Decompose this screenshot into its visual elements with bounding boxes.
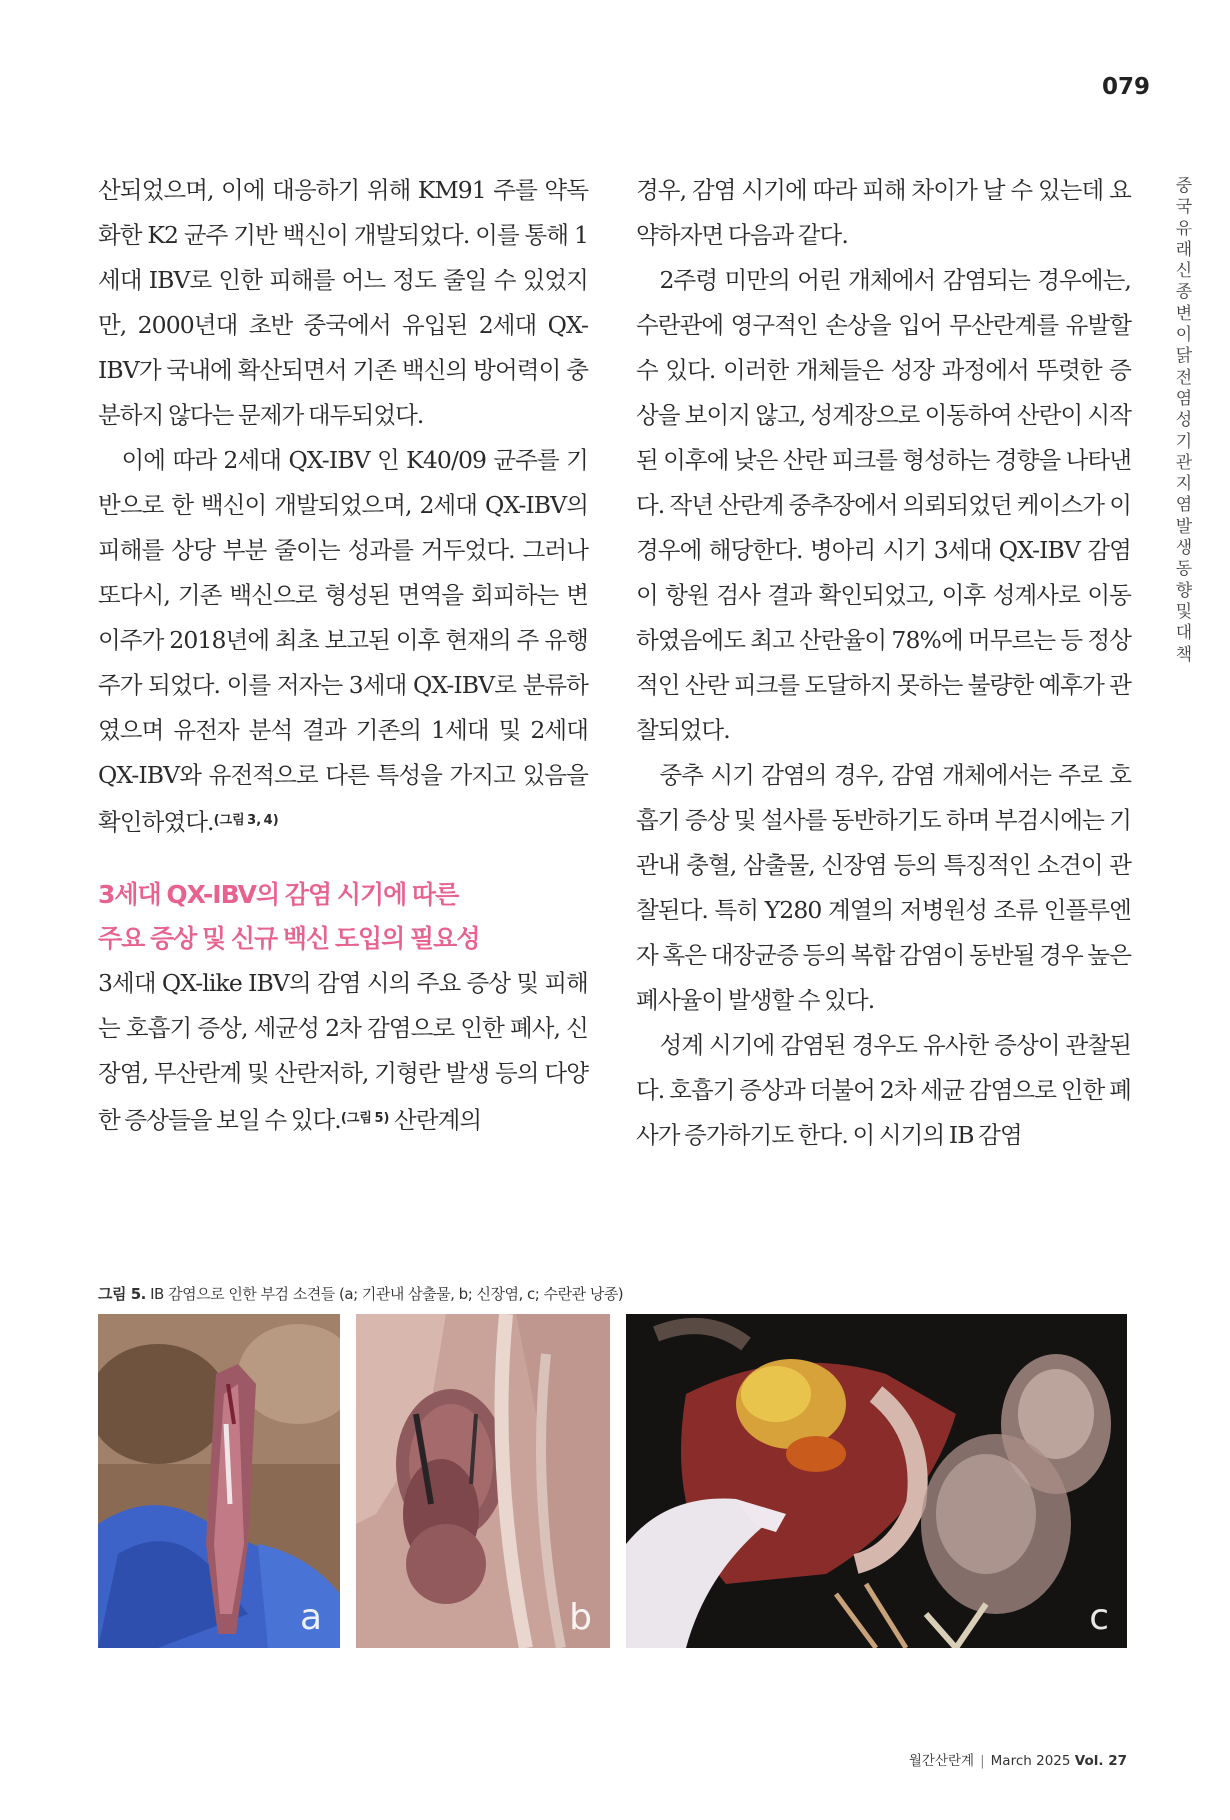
paragraph-adult-infection: 성계 시기에 감염된 경우도 유사한 증상이 관찰된다. 호흡기 증상과 더불어 2차 세균 감염으로 인한 폐사가 증가하기도 한다. 이 시기의 IB 감염: [636, 1031, 1131, 1149]
running-title-vertical: 중국유래 신종변이 닭전염성기관지염 발생 동향 및 대책: [1175, 176, 1198, 665]
footer-magazine-name: 월간산란계: [908, 1753, 975, 1769]
figure-photo-b-kidney: [356, 1314, 610, 1648]
paragraph-symptoms: [98, 961, 588, 1143]
paragraph-tail: 산란계의: [389, 1106, 482, 1134]
photo-c-illustration: [626, 1314, 1127, 1648]
figure-reference: (그림 5): [340, 1111, 390, 1126]
paragraph-continued: 경우, 감염 시기에 따라 피해 차이가 날 수 있는데 요약하자면 다음과 같다.: [636, 176, 1131, 249]
figure-caption: [98, 1283, 1128, 1304]
page-footer: [750, 1749, 1127, 1769]
footer-issue-date: March 2025: [990, 1753, 1071, 1769]
right-column: [636, 168, 1131, 1158]
section-heading: [98, 873, 588, 961]
paragraph-young-infection: 2주령 미만의 어린 개체에서 감염되는 경우에는, 수란관에 영구적인 손상을 입어 무산란계를 유발할 수 있다. 이러한 개체들은 성장 과정에서 뚜렷한 증상을 보이지 않고, 성계장으로 이동하여 산란이 시작된 이후에 낮은 산란 피크를 형성하는 경향을 나타낸다. 작년 산란계 중추장에서 의뢰되었던 케이스가 이 경우에 해당한다. 병아리 시기 3세대 QX-IBV 감염이 항원 검사 결과 확인되었고, 이후 성계사로 이동하였음에도 최고 산란율이 78%에 머무르는 등 정상적인 산란 피크를 도달하지 못하는 불량한 예후가 관찰되었다.: [636, 266, 1131, 744]
paragraph-continued: 산되었으며, 이에 대응하기 위해 KM91 주를 약독화한 K2 균주 기반 백신이 개발되었다. 이를 통해 1세대 IBV로 인한 피해를 어느 정도 줄일 수 있었지만, 2000년대 초반 중국에서 유입된 2세대 QX-IBV가 국내에 확산되면서 기존 백신의 방어력이 충분하지 않다는 문제가 대두되었다.: [98, 176, 588, 429]
figure-reference: (그림 3, 4): [213, 813, 279, 828]
left-column: [98, 168, 588, 1143]
paragraph-text: 이에 따라 2세대 QX-IBV 인 K40/09 균주를 기반으로 한 백신이 개발되었으며, 2세대 QX-IBV의 피해를 상당 부분 줄이는 성과를 거두었다. 그러나 또다시, 기존 백신으로 형성된 면역을 회피하는 변이주가 2018년에 최초 보고된 이후 현재의 주 유행주가 되었다. 이를 저자는 3세대 QX-IBV로 분류하였으며 유전자 분석 결과 기존의 1세대 및 2세대 QX-IBV와 유전적으로 다른 특성을 가지고 있음을 확인하였다.: [98, 446, 588, 836]
footer-separator: |: [980, 1753, 985, 1769]
paragraph-vaccine-history: [98, 438, 588, 845]
figure-label: 그림 5.: [98, 1285, 146, 1303]
panel-label: a: [299, 1597, 322, 1638]
paragraph-text: 3세대 QX-like IBV의 감염 시의 주요 증상 및 피해는 호흡기 증상, 세균성 2차 감염으로 인한 폐사, 신장염, 무산란계 및 산란저하, 기형란 발생 등의 다양한 증상들을 보일 수 있다.: [98, 969, 588, 1134]
section-heading-line-1: 3세대 QX-IBV의 감염 시기에 따른: [98, 880, 459, 909]
figure-photo-a-trachea: [98, 1314, 340, 1648]
footer-volume: Vol. 27: [1074, 1753, 1127, 1769]
panel-label: c: [1089, 1597, 1109, 1638]
section-heading-line-2: 주요 증상 및 신규 백신 도입의 필요성: [98, 924, 480, 953]
panel-label: b: [569, 1597, 592, 1638]
figure-caption-text: IB 감염으로 인한 부검 소견들 (a; 기관내 삼출물, b; 신장염, c; 수란관 낭종): [145, 1285, 624, 1303]
paragraph-grower-infection: 중추 시기 감염의 경우, 감염 개체에서는 주로 호흡기 증상 및 설사를 동반하기도 하며 부검시에는 기관내 충혈, 삼출물, 신장염 등의 특징적인 소견이 관찰된다. 특히 Y280 계열의 저병원성 조류 인플루엔자 혹은 대장균증 등의 복합 감염이 동반될 경우 높은 폐사율이 발생할 수 있다.: [636, 761, 1131, 1014]
page-number: 079: [1101, 74, 1150, 100]
figure-photo-c-oviduct-cyst: [626, 1314, 1127, 1648]
